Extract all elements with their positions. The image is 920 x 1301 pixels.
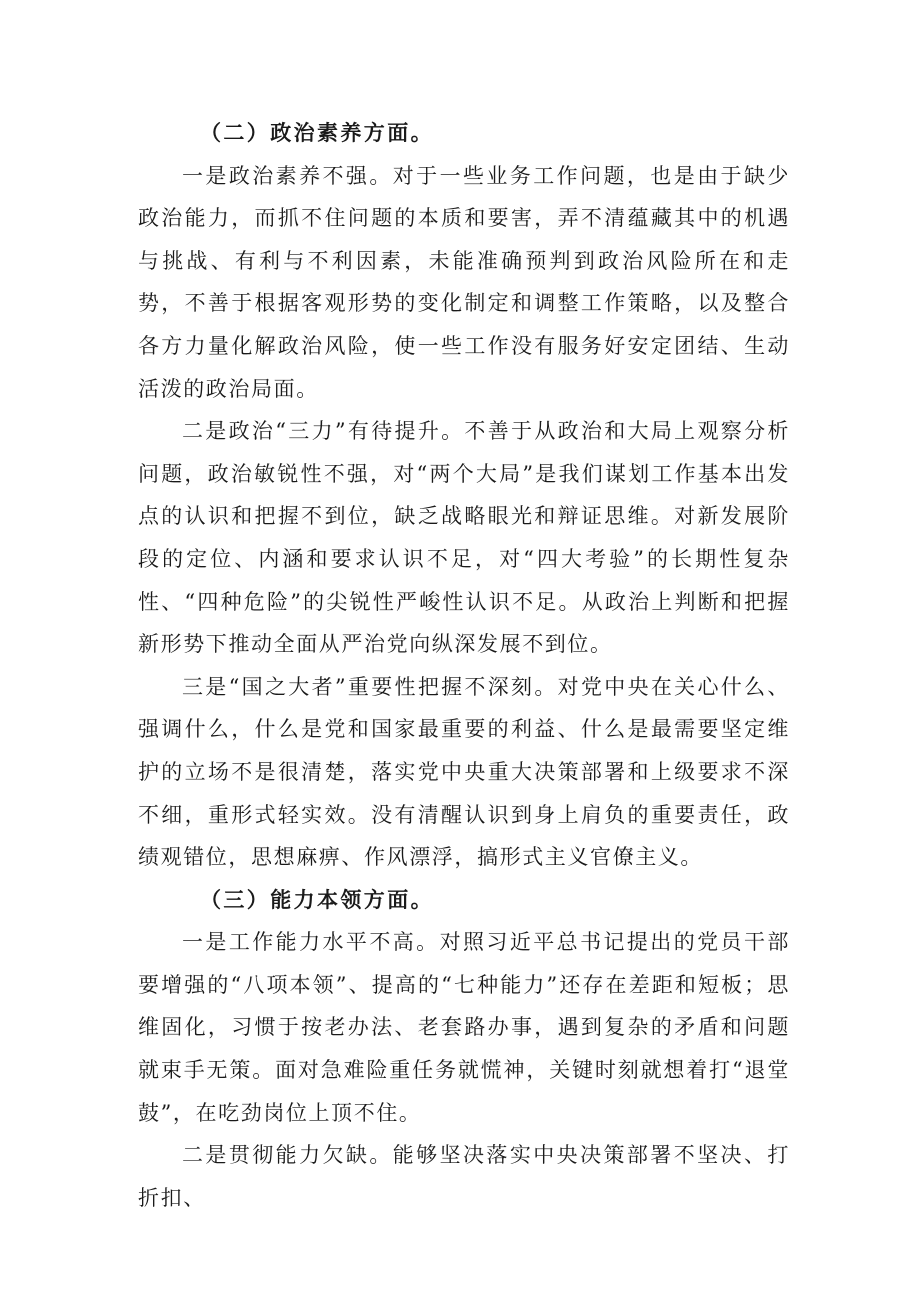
section-heading-political: （二）政治素养方面。	[200, 120, 434, 145]
paragraph-guo-zhi-da-zhe: 三是“国之大者”重要性把握不深刻。对党中央在关心什么、强调什么，什么是党和国家最重要的利益、什么是最需要坚定维护的立场不是很清楚，落实党中央重大决策部署和上级要求不深不细，重形式轻实效。没有清醒认识到身上肩负的重要责任，政绩观错位，思想麻痹、作风漂浮，搞形式主义官僚主义。	[138, 674, 790, 870]
paragraph-implementation: 二是贯彻能力欠缺。能够坚决落实中央决策部署不坚决、打折扣、	[138, 1143, 790, 1210]
paragraph-political-literacy: 一是政治素养不强。对于一些业务工作问题，也是由于缺少政治能力，而抓不住问题的本质和要害，弄不清蕴藏其中的机遇与挑战、有利与不利因素，未能准确预判到政治风险所在和走势，不善于根据客观形势的变化制定和调整工作策略，以及整合各方力量化解政治风险，使一些工作没有服务好安定团结、生动活泼的政治局面。	[138, 163, 790, 401]
section-heading-ability: （三）能力本领方面。	[200, 886, 434, 912]
paragraph-work-ability: 一是工作能力水平不高。对照习近平总书记提出的党员干部要增强的“八项本领”、提高的“七种能力”还存在差距和短板；思维固化，习惯于按老办法、老套路办事，遇到复杂的矛盾和问题就束手无策。面对急难险重任务就慌神，关键时刻就想着打“退堂鼓”，在吃劲岗位上顶不住。	[138, 930, 790, 1125]
paragraph-three-abilities: 二是政治“三力”有待提升。不善于从政治和大局上观察分析问题，政治敏锐性不强，对“两个大局”是我们谋划工作基本出发点的认识和把握不到位，缺乏战略眼光和辩证思维。对新发展阶段的定位、内涵和要求认识不足，对“四大考验”的长期性复杂性、“四种危险”的尖锐性严峻性认识不足。从政治上判断和把握新形势下推动全面从严治党向纵深发展不到位。	[138, 419, 790, 657]
document-body	[138, 112, 790, 1219]
